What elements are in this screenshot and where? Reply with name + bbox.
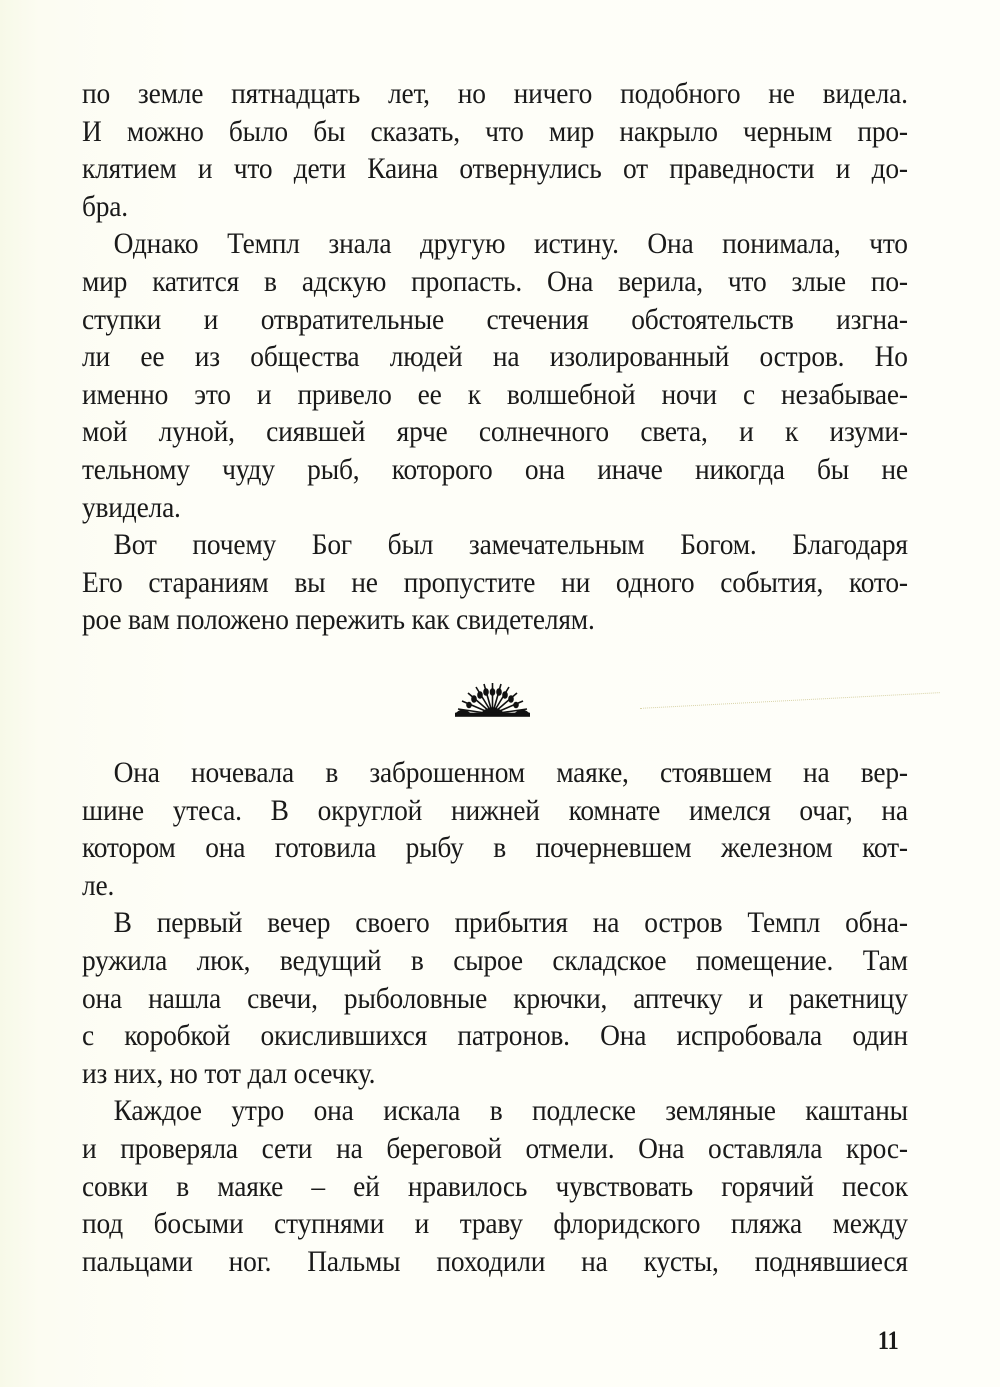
text-line: она нашла свечи, рыболовные крючки, аптечку и ракетницу: [82, 982, 908, 1015]
text-line: тельному чуду рыб, которого она иначе никогда бы не: [82, 453, 908, 486]
text-line: ружила люк, ведущий в сырое складское помещение. Там: [82, 944, 908, 977]
text-line: именно это и привело ее к волшебной ночи с незабывае-: [82, 378, 908, 411]
text-line: ли ее из общества людей на изолированный остров. Но: [82, 341, 908, 374]
text-line: совки в маяке – ей нравилось чувствовать горячий песок: [82, 1170, 908, 1203]
text-line: ступки и отвратительные стечения обстоятельств изгна-: [82, 303, 908, 336]
text-line: рое вам положено пережить как свидетелям.: [82, 604, 595, 637]
page-number: 11: [877, 1326, 899, 1355]
text-line: Его стараниям вы не пропустите ни одного события, кото-: [82, 566, 908, 599]
text-line: мир катится в адскую пропасть. Она верила, что злые по-: [82, 265, 908, 298]
text-line: бра.: [82, 190, 128, 223]
text-line: шине утеса. В округлой нижней комнате имелся очаг, на: [82, 794, 908, 827]
text-line: по земле пятнадцать лет, но ничего подобного не видела.: [82, 78, 908, 110]
text-line: Она ночевала в заброшенном маяке, стоявшем на вер-: [113, 757, 908, 789]
text-line: котором она готовила рыбу в почерневшем железном кот-: [82, 832, 908, 865]
text-line: и проверяла сети на береговой отмели. Она оставляла крос-: [82, 1132, 908, 1165]
paper-bleed-mark: [640, 692, 940, 711]
text-section-1: [82, 76, 908, 640]
text-line: под босыми ступнями и траву флоридского пляжа между: [82, 1208, 908, 1241]
text-line: ле.: [82, 869, 115, 902]
text-line: мой луной, сиявшей ярче солнечного света, и к изуми-: [82, 416, 908, 449]
text-line: клятием и что дети Каина отвернулись от праведности и до-: [82, 153, 908, 186]
text-line: Однако Темпл знала другую истину. Она понимала, что: [113, 228, 908, 261]
text-line: В первый вечер своего прибытия на остров Темпл обна-: [113, 907, 908, 940]
text-line: с коробкой окислившихся патронов. Она испробовала один: [82, 1020, 908, 1053]
text-section-2: [82, 755, 908, 1281]
text-line: И можно было бы сказать, что мир накрыло черным про-: [82, 115, 908, 148]
sunburst-ornament-icon: [455, 680, 530, 720]
text-line: увидела.: [82, 491, 181, 524]
text-line: из них, но тот дал осечку.: [82, 1057, 376, 1090]
text-line: пальцами ног. Пальмы походили на кусты, поднявшиеся: [82, 1245, 908, 1278]
text-line: Вот почему Бог был замечательным Богом. Благодаря: [113, 529, 908, 562]
text-line: Каждое утро она искала в подлеске земляные каштаны: [113, 1095, 908, 1128]
